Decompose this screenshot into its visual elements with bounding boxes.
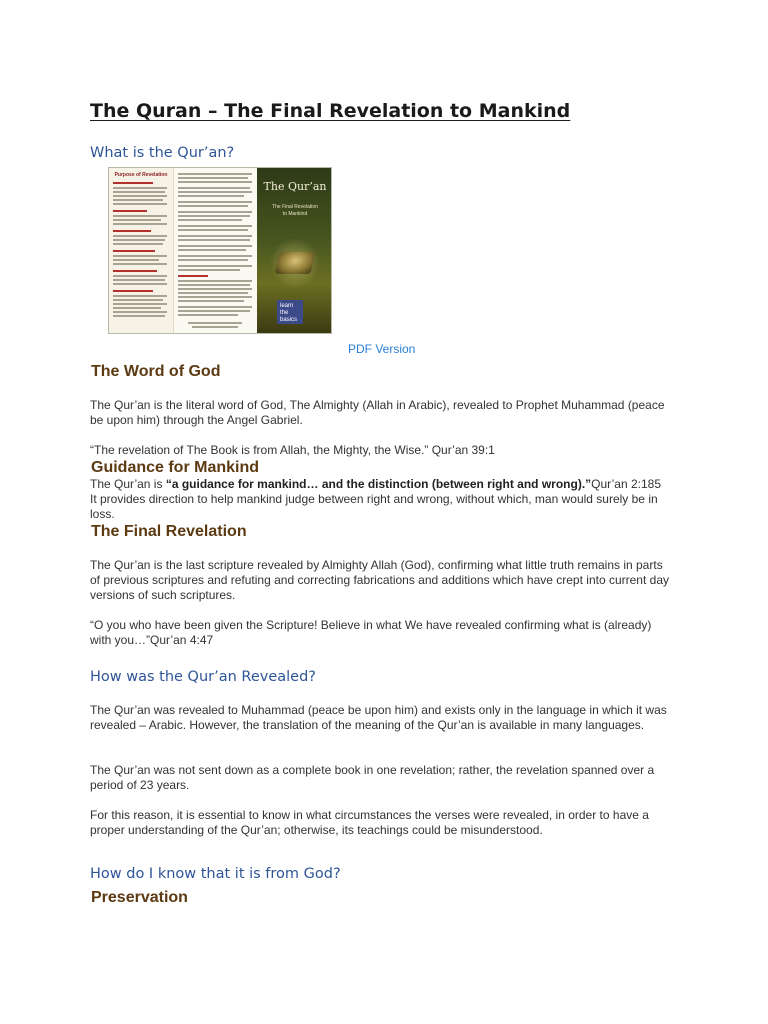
final-revelation-paragraph: The Qur’an is the last scripture revealed by Almighty Allah (God), confirming what little truth remains in parts of previous scriptures and refuting and correcting fabrications and additions which have crept into current day versions of such scriptures. — [90, 558, 669, 602]
word-of-god-quote: “The revelation of The Book is from Allah, the Mighty, the Wise.” Qur’an 39:1 — [90, 443, 495, 457]
brochure-left-panel — [109, 168, 173, 333]
heading-preservation: Preservation — [91, 889, 188, 906]
heading-what-is-quran: What is the Qur’an? — [90, 145, 235, 161]
document-title: The Quran – The Final Revelation to Mankind — [90, 100, 571, 122]
heading-guidance-for-mankind: Guidance for Mankind — [91, 459, 260, 476]
heading-how-do-i-know: How do I know that it is from God? — [90, 866, 341, 882]
brochure-cover — [257, 168, 332, 333]
brochure-left-heading: Purpose of Revelation — [114, 172, 168, 178]
book-icon — [275, 252, 316, 274]
final-revelation-quote: “O you who have been given the Scripture! Believe in what We have revealed confirming what is (already) with you…”Qur’an 4:47 — [90, 618, 652, 647]
how-revealed-paragraph-2: The Qur’an was not sent down as a complete book in one revelation; rather, the revelation spanned over a period of 23 years. — [90, 763, 655, 792]
brochure-image — [108, 167, 332, 334]
guidance-quote-bold: “a guidance for mankind… and the distinction (between right and wrong).” — [165, 477, 592, 491]
how-revealed-paragraph-3: For this reason, it is essential to know in what circumstances the verses were revealed, in order to have a proper understanding of the Qur’an; otherwise, its teachings could be misunderstood. — [90, 808, 649, 837]
heading-how-was-quran-revealed: How was the Qur’an Revealed? — [90, 669, 316, 685]
heading-word-of-god: The Word of God — [91, 363, 221, 380]
guidance-paragraph: The Qur’an is “a guidance for mankind… and the distinction (between right and wrong).”Qur’an 2:185 It provides direction to help mankind judge between right and wrong, without which, man would surely be in loss. — [90, 477, 661, 521]
brochure-cover-title: The Qur’an — [263, 180, 327, 193]
brochure-cover-subtitle: The Final Revelation to Mankind — [272, 204, 318, 217]
word-of-god-paragraph: The Qur’an is the literal word of God, The Almighty (Allah in Arabic), revealed to Prophet Muhammad (peace be upon him) through the Angel Gabriel. — [90, 398, 665, 427]
brochure-middle-panel — [173, 168, 258, 333]
how-revealed-paragraph-1: The Qur’an was revealed to Muhammad (peace be upon him) and exists only in the language in which it was revealed – Arabic. However, the translation of the meaning of the Qur’an is available in many languages. — [90, 703, 667, 732]
heading-final-revelation: The Final Revelation — [91, 523, 247, 540]
pdf-version-link[interactable]: PDF Version — [348, 342, 416, 356]
learn-basics-badge: learn the basics — [277, 300, 303, 324]
